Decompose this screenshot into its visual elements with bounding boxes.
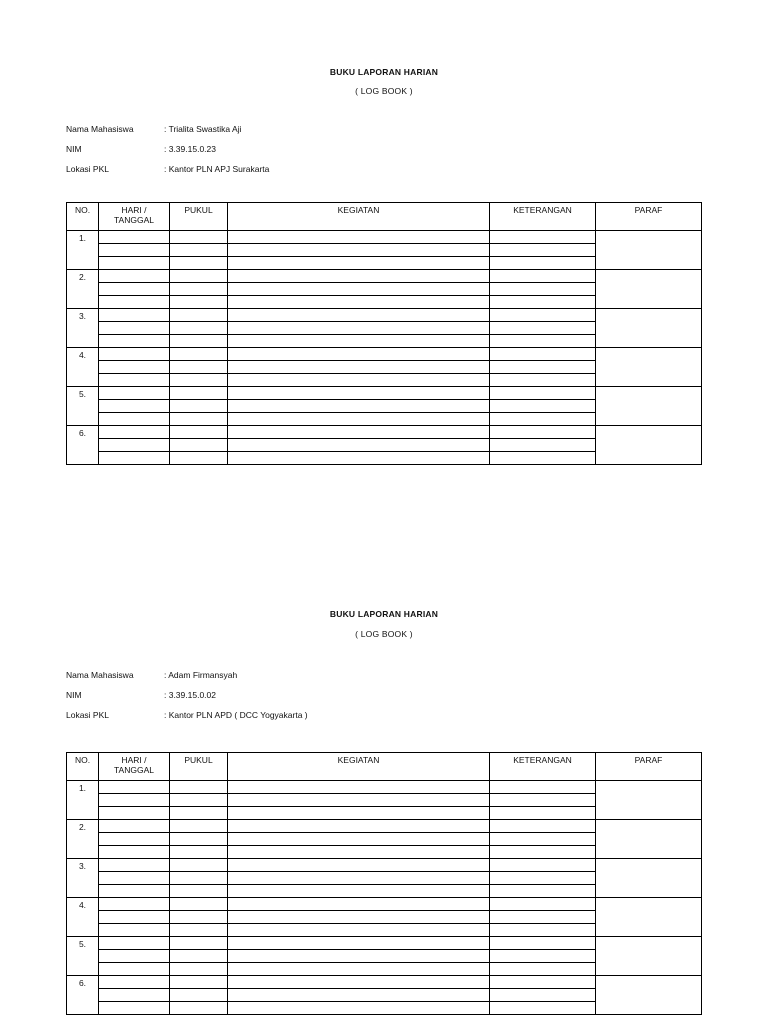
row-number: 5. — [67, 937, 99, 976]
header-time: PUKUL — [170, 753, 228, 781]
cell-date[interactable] — [99, 911, 170, 924]
cell-activity[interactable] — [228, 257, 490, 270]
info-value: : Kantor PLN APD ( DCC Yogyakarta ) — [164, 710, 308, 720]
cell-time[interactable] — [170, 963, 228, 976]
cell-time[interactable] — [170, 937, 228, 950]
table-header-row — [67, 203, 702, 231]
cell-activity[interactable] — [228, 361, 490, 374]
cell-activity[interactable] — [228, 387, 490, 400]
cell-activity[interactable] — [228, 924, 490, 937]
cell-notes[interactable] — [490, 846, 596, 859]
cell-activity[interactable] — [228, 348, 490, 361]
cell-notes[interactable] — [490, 270, 596, 283]
cell-time[interactable] — [170, 244, 228, 257]
cell-notes[interactable] — [490, 898, 596, 911]
cell-time[interactable] — [170, 807, 228, 820]
cell-time[interactable] — [170, 413, 228, 426]
cell-notes[interactable] — [490, 374, 596, 387]
cell-time[interactable] — [170, 859, 228, 872]
table-row — [67, 426, 702, 439]
cell-notes[interactable] — [490, 820, 596, 833]
header-time: PUKUL — [170, 203, 228, 231]
cell-activity[interactable] — [228, 335, 490, 348]
table-row — [67, 859, 702, 872]
cell-date[interactable] — [99, 309, 170, 322]
cell-date[interactable] — [99, 859, 170, 872]
cell-activity[interactable] — [228, 781, 490, 794]
cell-date[interactable] — [99, 794, 170, 807]
table-header-row — [67, 753, 702, 781]
info-label: NIM — [66, 690, 82, 700]
cell-date[interactable] — [99, 283, 170, 296]
cell-notes[interactable] — [490, 1002, 596, 1015]
cell-time[interactable] — [170, 439, 228, 452]
info-label: Lokasi PKL — [66, 164, 109, 174]
cell-activity[interactable] — [228, 950, 490, 963]
info-label: Nama Mahasiswa — [66, 670, 134, 680]
cell-notes[interactable] — [490, 296, 596, 309]
cell-notes[interactable] — [490, 885, 596, 898]
cell-activity[interactable] — [228, 452, 490, 465]
cell-notes[interactable] — [490, 924, 596, 937]
cell-time[interactable] — [170, 898, 228, 911]
cell-activity[interactable] — [228, 1002, 490, 1015]
row-number: 3. — [67, 309, 99, 348]
cell-activity[interactable] — [228, 244, 490, 257]
row-number: 6. — [67, 976, 99, 1015]
cell-activity[interactable] — [228, 309, 490, 322]
table-row — [67, 309, 702, 322]
cell-date[interactable] — [99, 820, 170, 833]
cell-time[interactable] — [170, 1002, 228, 1015]
cell-signature[interactable] — [596, 781, 702, 820]
cell-date[interactable] — [99, 244, 170, 257]
info-label: Lokasi PKL — [66, 710, 109, 720]
cell-activity[interactable] — [228, 846, 490, 859]
cell-activity[interactable] — [228, 231, 490, 244]
cell-activity[interactable] — [228, 898, 490, 911]
cell-time[interactable] — [170, 283, 228, 296]
cell-time[interactable] — [170, 374, 228, 387]
cell-time[interactable] — [170, 872, 228, 885]
row-number: 2. — [67, 270, 99, 309]
cell-time[interactable] — [170, 911, 228, 924]
table-row — [67, 976, 702, 989]
info-label: Nama Mahasiswa — [66, 124, 134, 134]
header-signature: PARAF — [596, 203, 702, 231]
cell-activity[interactable] — [228, 426, 490, 439]
cell-date[interactable] — [99, 374, 170, 387]
cell-notes[interactable] — [490, 335, 596, 348]
cell-time[interactable] — [170, 781, 228, 794]
header-date: HARI / TANGGAL — [99, 203, 170, 231]
row-number: 4. — [67, 898, 99, 937]
table-row — [67, 231, 702, 244]
cell-date[interactable] — [99, 846, 170, 859]
cell-activity[interactable] — [228, 911, 490, 924]
cell-date[interactable] — [99, 413, 170, 426]
cell-notes[interactable] — [490, 400, 596, 413]
row-number: 1. — [67, 781, 99, 820]
cell-signature[interactable] — [596, 820, 702, 859]
cell-time[interactable] — [170, 846, 228, 859]
cell-notes[interactable] — [490, 989, 596, 1002]
form-title: BUKU LAPORAN HARIAN — [329, 67, 439, 77]
cell-time[interactable] — [170, 989, 228, 1002]
cell-date[interactable] — [99, 348, 170, 361]
cell-time[interactable] — [170, 335, 228, 348]
cell-time[interactable] — [170, 924, 228, 937]
cell-notes[interactable] — [490, 231, 596, 244]
cell-activity[interactable] — [228, 989, 490, 1002]
cell-notes[interactable] — [490, 833, 596, 846]
row-number: 2. — [67, 820, 99, 859]
cell-time[interactable] — [170, 387, 228, 400]
header-activity: KEGIATAN — [228, 753, 490, 781]
info-value: : Kantor PLN APJ Surakarta — [164, 164, 270, 174]
cell-time[interactable] — [170, 296, 228, 309]
cell-notes[interactable] — [490, 872, 596, 885]
cell-activity[interactable] — [228, 439, 490, 452]
cell-notes[interactable] — [490, 781, 596, 794]
cell-notes[interactable] — [490, 413, 596, 426]
cell-activity[interactable] — [228, 374, 490, 387]
cell-time[interactable] — [170, 322, 228, 335]
cell-notes[interactable] — [490, 439, 596, 452]
table-row — [67, 898, 702, 911]
log-table — [66, 752, 702, 1015]
info-value: : Adam Firmansyah — [164, 670, 238, 680]
cell-date[interactable] — [99, 296, 170, 309]
cell-time[interactable] — [170, 976, 228, 989]
cell-notes[interactable] — [490, 387, 596, 400]
cell-time[interactable] — [170, 309, 228, 322]
cell-date[interactable] — [99, 452, 170, 465]
cell-notes[interactable] — [490, 361, 596, 374]
log-table — [66, 202, 702, 465]
cell-time[interactable] — [170, 820, 228, 833]
cell-date[interactable] — [99, 937, 170, 950]
cell-signature[interactable] — [596, 426, 702, 465]
cell-time[interactable] — [170, 426, 228, 439]
cell-date[interactable] — [99, 322, 170, 335]
header-no: NO. — [67, 203, 99, 231]
cell-notes[interactable] — [490, 807, 596, 820]
cell-notes[interactable] — [490, 283, 596, 296]
row-number: 1. — [67, 231, 99, 270]
cell-notes[interactable] — [490, 322, 596, 335]
cell-time[interactable] — [170, 885, 228, 898]
cell-notes[interactable] — [490, 976, 596, 989]
cell-time[interactable] — [170, 794, 228, 807]
table-row — [67, 781, 702, 794]
header-notes: KETERANGAN — [490, 203, 596, 231]
cell-date[interactable] — [99, 989, 170, 1002]
cell-date[interactable] — [99, 439, 170, 452]
cell-time[interactable] — [170, 257, 228, 270]
header-notes: KETERANGAN — [490, 753, 596, 781]
cell-date[interactable] — [99, 387, 170, 400]
cell-date[interactable] — [99, 976, 170, 989]
cell-notes[interactable] — [490, 257, 596, 270]
cell-activity[interactable] — [228, 296, 490, 309]
row-number: 4. — [67, 348, 99, 387]
cell-activity[interactable] — [228, 413, 490, 426]
cell-activity[interactable] — [228, 859, 490, 872]
cell-notes[interactable] — [490, 963, 596, 976]
cell-activity[interactable] — [228, 872, 490, 885]
row-number: 3. — [67, 859, 99, 898]
cell-activity[interactable] — [228, 833, 490, 846]
header-no: NO. — [67, 753, 99, 781]
header-date: HARI / TANGGAL — [99, 753, 170, 781]
cell-activity[interactable] — [228, 885, 490, 898]
cell-notes[interactable] — [490, 794, 596, 807]
cell-date[interactable] — [99, 963, 170, 976]
table-row — [67, 387, 702, 400]
cell-signature[interactable] — [596, 348, 702, 387]
cell-date[interactable] — [99, 1002, 170, 1015]
cell-activity[interactable] — [228, 937, 490, 950]
cell-date[interactable] — [99, 898, 170, 911]
cell-signature[interactable] — [596, 937, 702, 976]
cell-date[interactable] — [99, 335, 170, 348]
cell-date[interactable] — [99, 231, 170, 244]
cell-time[interactable] — [170, 950, 228, 963]
cell-activity[interactable] — [228, 794, 490, 807]
cell-signature[interactable] — [596, 309, 702, 348]
cell-notes[interactable] — [490, 348, 596, 361]
cell-notes[interactable] — [490, 950, 596, 963]
cell-time[interactable] — [170, 231, 228, 244]
cell-time[interactable] — [170, 361, 228, 374]
cell-activity[interactable] — [228, 807, 490, 820]
table-row — [67, 820, 702, 833]
row-number: 6. — [67, 426, 99, 465]
cell-date[interactable] — [99, 361, 170, 374]
cell-notes[interactable] — [490, 937, 596, 950]
cell-signature[interactable] — [596, 231, 702, 270]
cell-activity[interactable] — [228, 400, 490, 413]
cell-notes[interactable] — [490, 309, 596, 322]
cell-notes[interactable] — [490, 426, 596, 439]
header-signature: PARAF — [596, 753, 702, 781]
cell-notes[interactable] — [490, 859, 596, 872]
cell-date[interactable] — [99, 950, 170, 963]
cell-activity[interactable] — [228, 270, 490, 283]
cell-date[interactable] — [99, 885, 170, 898]
cell-date[interactable] — [99, 833, 170, 846]
cell-activity[interactable] — [228, 976, 490, 989]
cell-signature[interactable] — [596, 270, 702, 309]
cell-signature[interactable] — [596, 859, 702, 898]
form-subtitle: ( LOG BOOK ) — [355, 629, 413, 639]
cell-date[interactable] — [99, 872, 170, 885]
cell-date[interactable] — [99, 400, 170, 413]
cell-notes[interactable] — [490, 452, 596, 465]
cell-date[interactable] — [99, 426, 170, 439]
header-activity: KEGIATAN — [228, 203, 490, 231]
cell-signature[interactable] — [596, 898, 702, 937]
table-row — [67, 270, 702, 283]
cell-date[interactable] — [99, 807, 170, 820]
cell-signature[interactable] — [596, 387, 702, 426]
cell-time[interactable] — [170, 400, 228, 413]
info-label: NIM — [66, 144, 82, 154]
table-row — [67, 348, 702, 361]
cell-activity[interactable] — [228, 963, 490, 976]
cell-time[interactable] — [170, 452, 228, 465]
cell-time[interactable] — [170, 348, 228, 361]
table-row — [67, 937, 702, 950]
cell-activity[interactable] — [228, 820, 490, 833]
cell-signature[interactable] — [596, 976, 702, 1015]
cell-notes[interactable] — [490, 244, 596, 257]
info-value: : Trialita Swastika Aji — [164, 124, 242, 134]
form-subtitle: ( LOG BOOK ) — [355, 86, 413, 96]
cell-activity[interactable] — [228, 283, 490, 296]
cell-time[interactable] — [170, 833, 228, 846]
info-value: : 3.39.15.0.23 — [164, 144, 216, 154]
cell-date[interactable] — [99, 270, 170, 283]
cell-time[interactable] — [170, 270, 228, 283]
cell-date[interactable] — [99, 924, 170, 937]
info-value: : 3.39.15.0.02 — [164, 690, 216, 700]
cell-activity[interactable] — [228, 322, 490, 335]
cell-date[interactable] — [99, 257, 170, 270]
row-number: 5. — [67, 387, 99, 426]
cell-date[interactable] — [99, 781, 170, 794]
cell-notes[interactable] — [490, 911, 596, 924]
form-title: BUKU LAPORAN HARIAN — [329, 609, 439, 619]
